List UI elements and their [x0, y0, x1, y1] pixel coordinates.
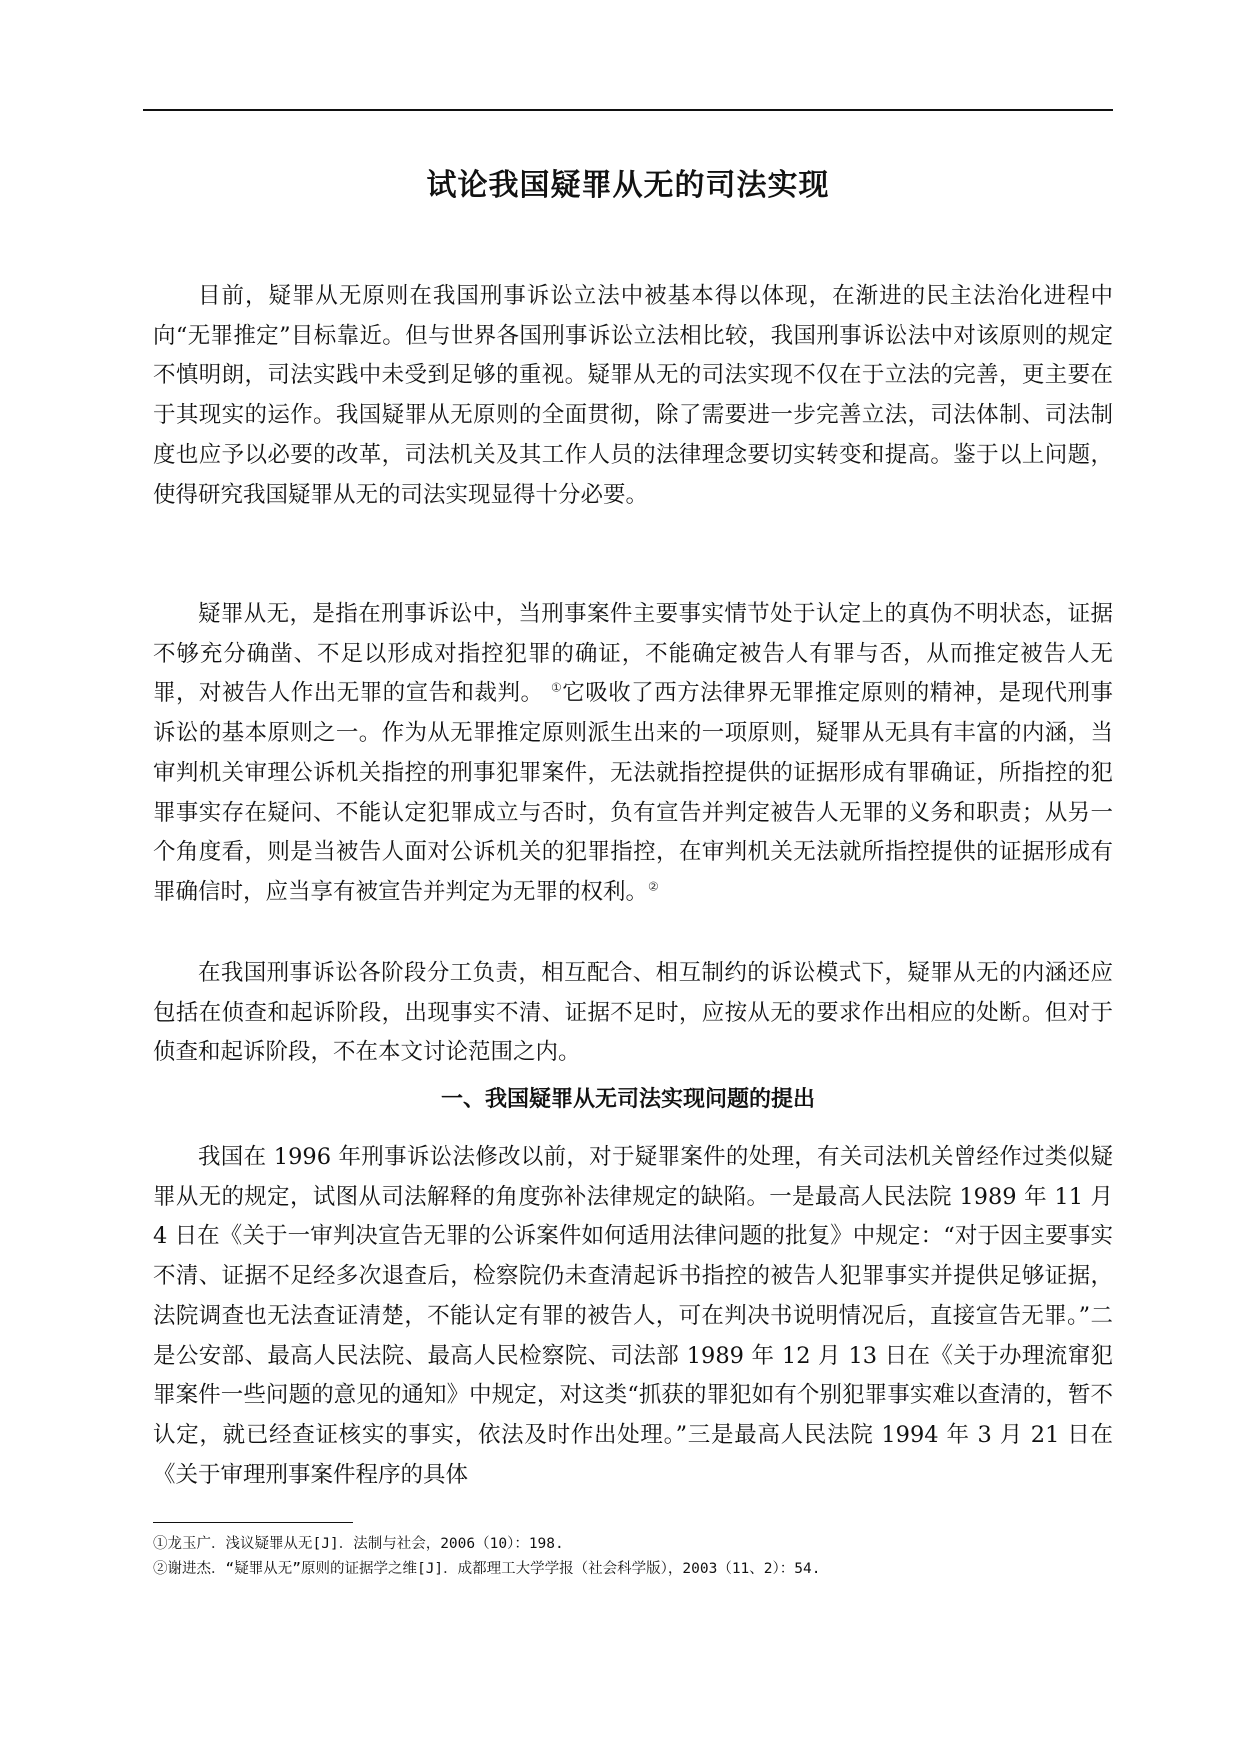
paragraph-text: 目前，疑罪从无原则在我国刑事诉讼立法中被基本得以体现，在渐进的民主法治化进程中向“无罪推定”目标靠近。但与世界各国刑事诉讼立法相比较，我国刑事诉讼法中对该原则的规定不慎明朗，司法实践中未受到足够的重视。疑罪从无的司法实现不仅在于立法的完善，更主要在于其现实的运作。我国疑罪从无原则的全面贯彻，除了需要进一步完善立法，司法体制、司法制度也应予以必要的改革，司法机关及其工作人员的法律理念要切实转变和提高。鉴于以上问题，使得研究我国疑罪从无的司法实现显得十分必要。 [153, 283, 1113, 508]
footnote-1: ①龙玉广．浅议疑罪从无[J]．法制与社会，2006（10）：198. [153, 1536, 564, 1552]
paragraph-text: 在我国刑事诉讼各阶段分工负责，相互配合、相互制约的诉讼模式下，疑罪从无的内涵还应包括在侦查和起诉阶段，出现事实不清、证据不足时，应按从无的要求作出相应的处断。但对于侦查和起诉阶段，不在本文讨论范围之内。 [153, 960, 1113, 1066]
footnote-ref-2[interactable]: ② [648, 879, 659, 894]
footnotes [153, 1532, 1113, 1582]
paragraph-text: 疑罪从无，是指在刑事诉讼中，当刑事案件主要事实情节处于认定上的真伪不明状态，证据不够充分确凿、不足以形成对指控犯罪的确证，不能确定被告人有罪与否，从而推定被告人无罪，对被告人作出无罪的宣告和裁判。 [153, 601, 1113, 707]
paragraph-scope [153, 954, 1113, 1073]
footnote-separator [153, 1522, 353, 1523]
document-title: 试论我国疑罪从无的司法实现 [426, 168, 830, 203]
footnote-ref-1[interactable]: ① [551, 680, 563, 695]
paragraph-text: 它吸收了西方法律界无罪推定原则的精神，是现代刑事诉讼的基本原则之一。作为从无罪推定原则派生出来的一项原则，疑罪从无具有丰富的内涵，当审判机关审理公诉机关指控的刑事犯罪案件，无法就指控提供的证据形成有罪确证，所指控的犯罪事实存在疑问、不能认定犯罪成立与否时，负有宣告并判定被告人无罪的义务和职责；从另一个角度看，则是当被告人面对公诉机关的犯罪指控，在审判机关无法就所指控提供的证据形成有罪确信时，应当享有被宣告并判定为无罪的权利。 [153, 680, 1113, 905]
footnote-2: ②谢进杰．“疑罪从无”原则的证据学之维[J]．成都理工大学学报（社会科学版），2003（11、2）：54. [153, 1561, 821, 1577]
header-rule [143, 109, 1113, 111]
paragraph-intro [153, 277, 1113, 515]
section-heading: 一、我国疑罪从无司法实现问题的提出 [440, 1087, 815, 1112]
paragraph-definition [153, 595, 1113, 913]
paragraph-text: 我国在 1996 年刑事诉讼法修改以前，对于疑罪案件的处理，有关司法机关曾经作过类似疑罪从无的规定，试图从司法解释的角度弥补法律规定的缺陷。一是最高人民法院 1989 年 11 月 4 日在《关于一审判决宣告无罪的公诉案件如何适用法律问题的批复》中规定：“对于因主要事实不清、证据不足经多次退查后，检察院仍未查清起诉书指控的被告人犯罪事实并提供足够证据，法院调查也无法查证清楚，不能认定有罪的被告人，可在判决书说明情况后，直接宣告无罪。”二是公安部、最高人民法院、最高人民检察院、司法部 1989 年 12 月 13 日在《关于办理流窜犯罪案件一些问题的意见的通知》中规定，对这类“抓获的罪犯如有个别犯罪事实难以查清的，暂不认定，就已经查证核实的事实，依法及时作出处理。”三是最高人民法院 1994 年 3 月 21 日在《关于审理刑事案件程序的具体 [153, 1144, 1113, 1488]
paragraph-history [153, 1138, 1113, 1495]
